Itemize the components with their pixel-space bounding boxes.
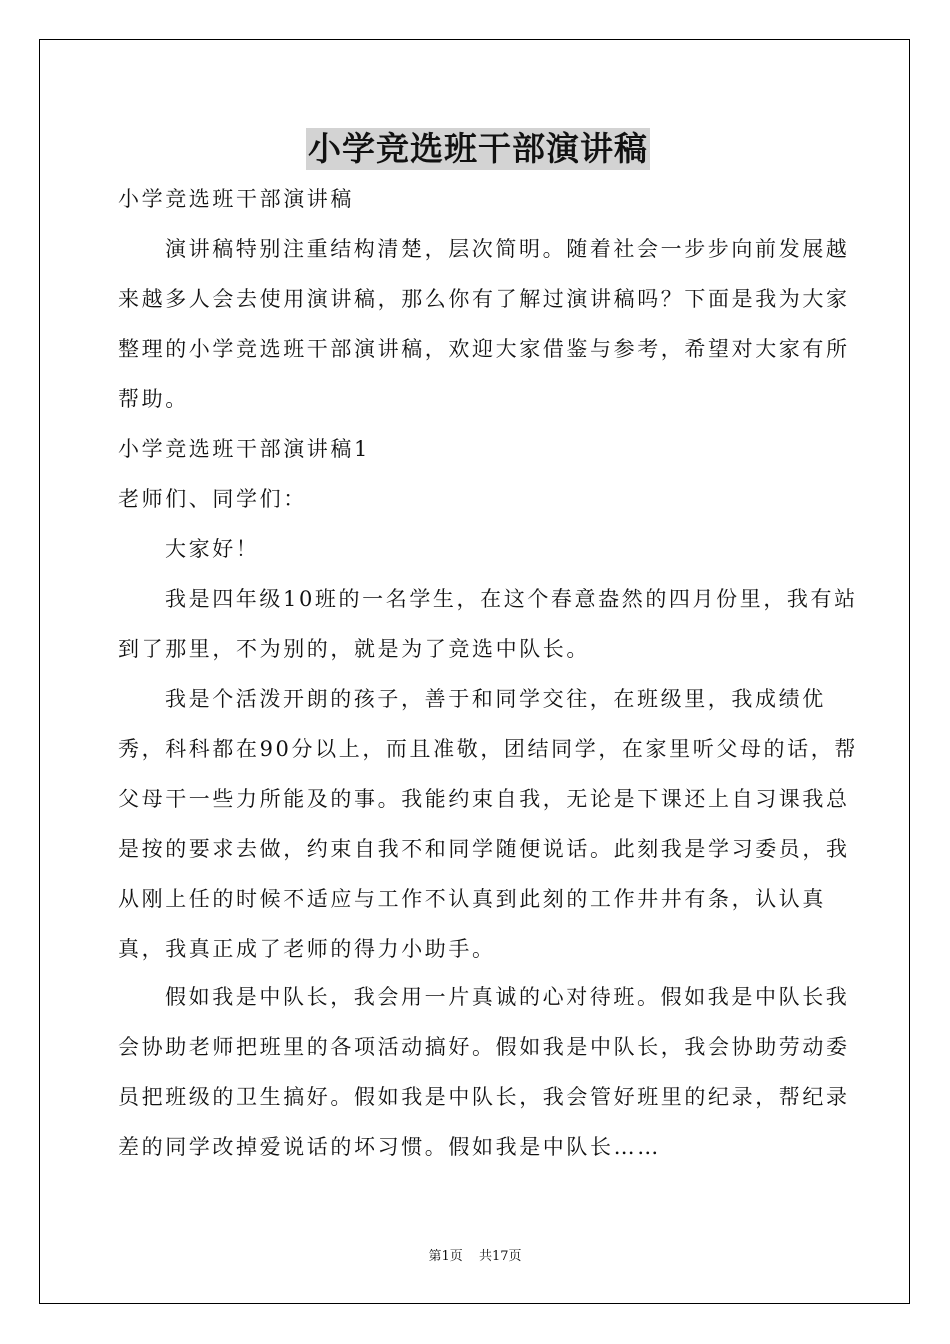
salutation-paragraph: 老师们、同学们： bbox=[118, 487, 307, 511]
document-title: 小学竞选班干部演讲稿 bbox=[308, 129, 648, 168]
section-heading: 小学竞选班干部演讲稿1 bbox=[118, 437, 370, 461]
body-paragraph-1: 我是四年级10班的一名学生，在这个春意盎然的四月份里，我有站到了那里，不为别的，就是为了竞选中队长。 bbox=[118, 587, 858, 661]
page-footer bbox=[0, 1245, 950, 1264]
page-number-total: 共17页 bbox=[478, 1249, 522, 1264]
body-paragraph-2: 我是个活泼开朗的孩子，善于和同学交往，在班级里，我成绩优秀，科科都在90分以上，而且准敬，团结同学，在家里听父母的话，帮父母干一些力所能及的事。我能约束自我，无论是下课还上自习课我总是按的要求去做，约束自我不和同学随便说话。此刻我是学习委员，我从刚上任的时候不适应与工作不认真到此刻的工作井井有条，认认真真，我真正成了老师的得力小助手。 bbox=[118, 687, 858, 961]
page-number-current: 第1页 bbox=[428, 1249, 463, 1264]
body-paragraph-3: 假如我是中队长，我会用一片真诚的心对待班。假如我是中队长我会协助老师把班里的各项活动搞好。假如我是中队长，我会协助劳动委员把班级的卫生搞好。假如我是中队长，我会管好班里的纪录，帮纪录差的同学改掉爱说话的坏习惯。假如我是中队长…… bbox=[118, 985, 850, 1159]
document-title-wrap bbox=[118, 128, 838, 170]
intro-paragraph: 演讲稿特别注重结构清楚，层次简明。随着社会一步步向前发展越来越多人会去使用演讲稿，那么你有了解过演讲稿吗？下面是我为大家整理的小学竞选班干部演讲稿，欢迎大家借鉴与参考，希望对大家有所帮助。 bbox=[118, 237, 850, 411]
subtitle-paragraph: 小学竞选班干部演讲稿 bbox=[118, 187, 354, 211]
greeting-paragraph: 大家好！ bbox=[165, 537, 260, 561]
